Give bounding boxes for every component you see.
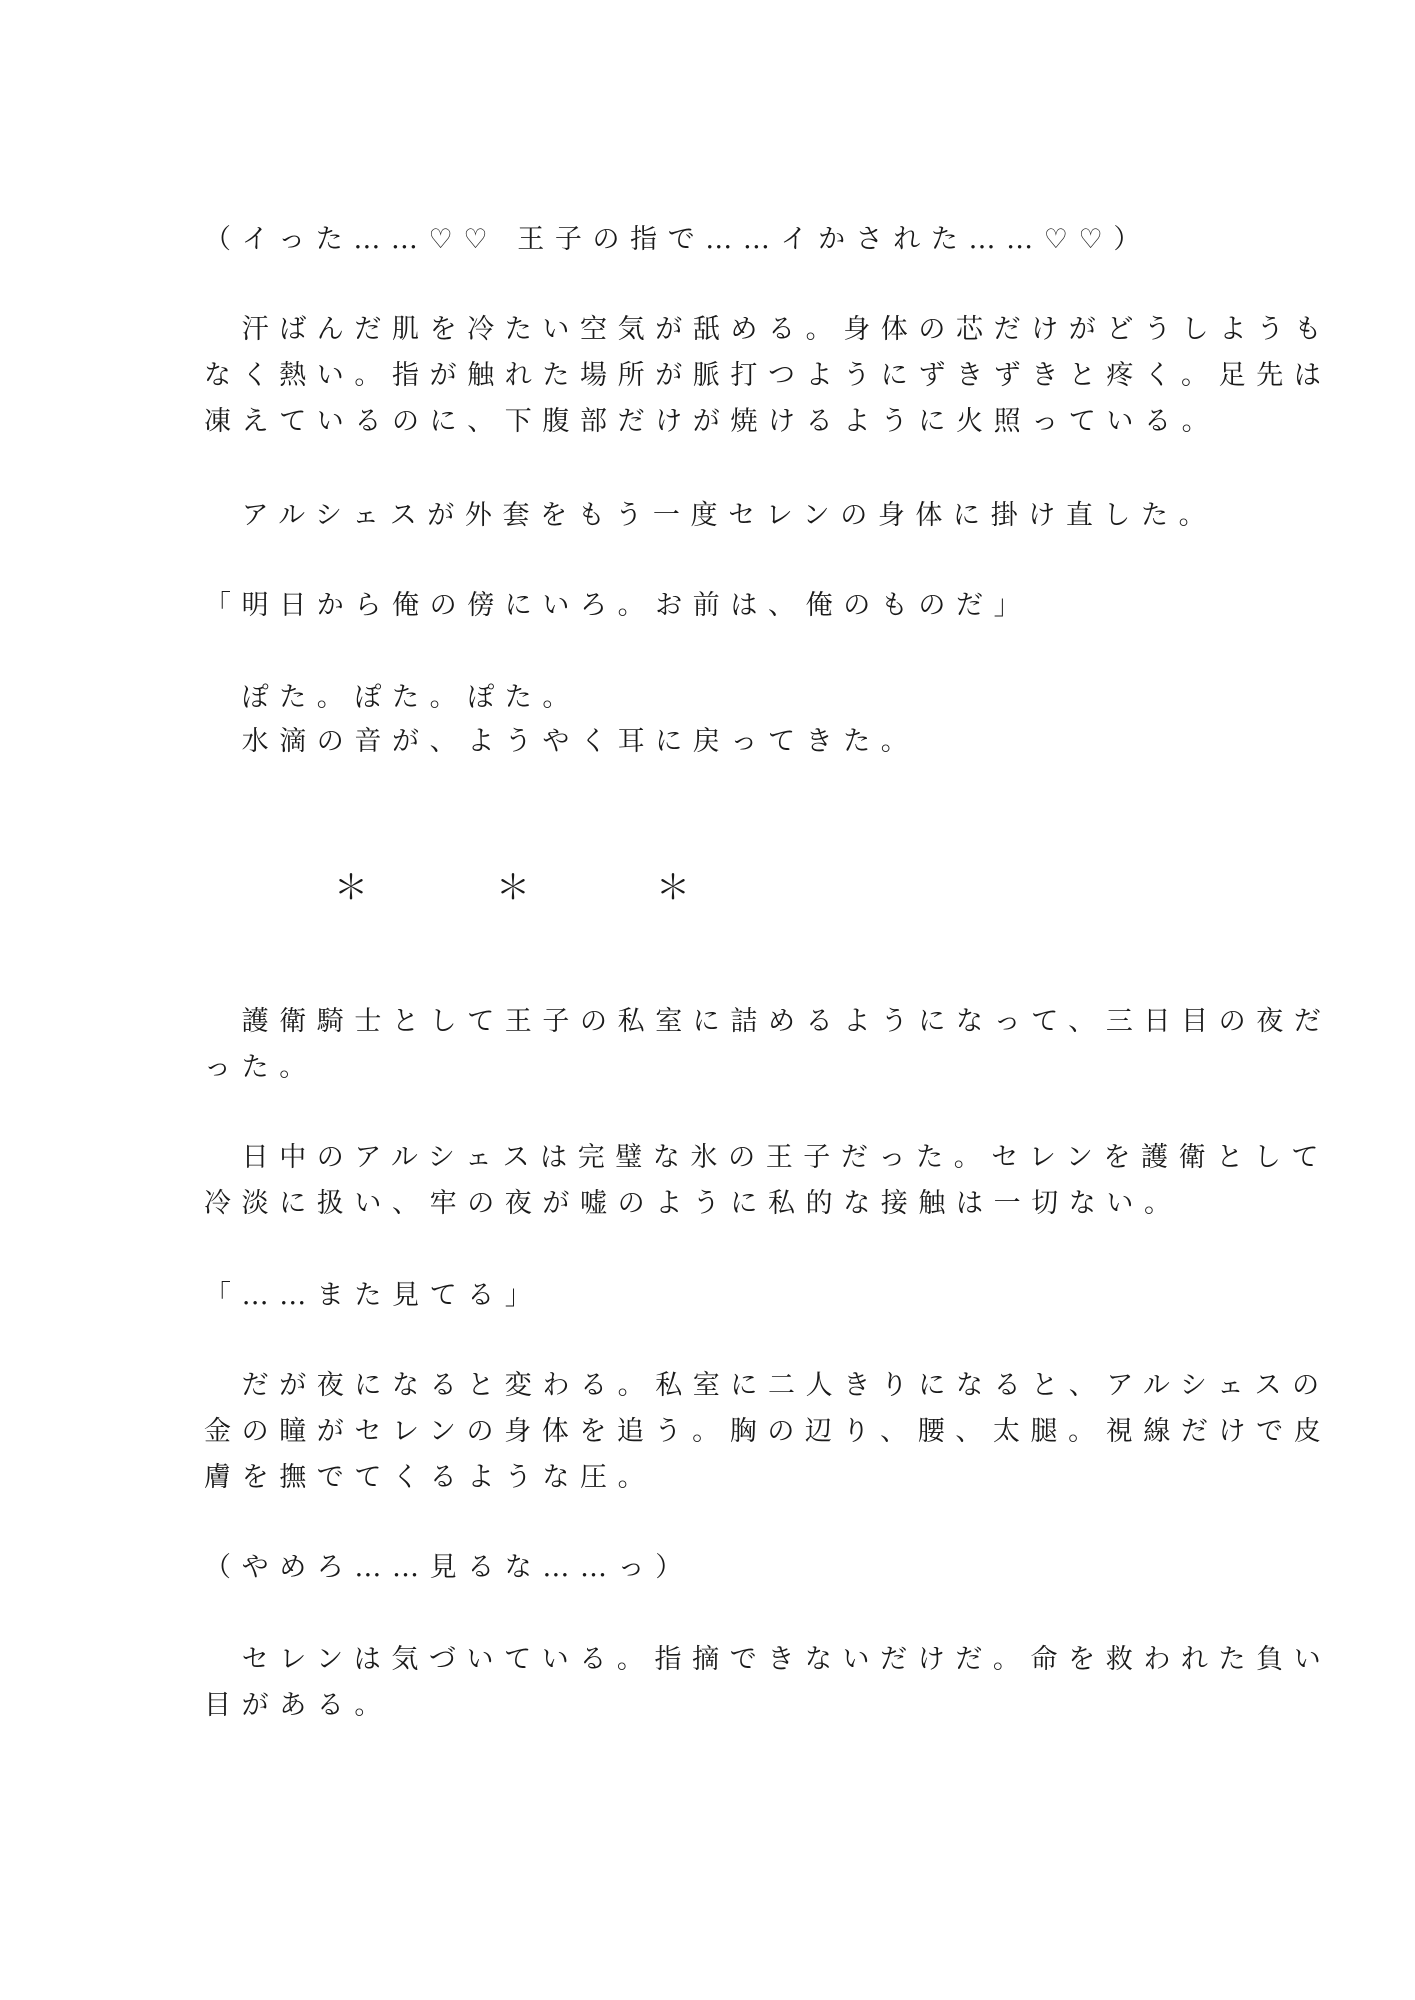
text-line: 目がある。 [204,1690,392,1721]
text-line: （イった……♡♡ 王子の指で……イかされた……♡♡） [204,224,1151,255]
text-line: 汗ばんだ肌を冷たい空気が舐める。身体の芯だけがどうしようも [204,314,1332,345]
text-line: 日中のアルシェスは完璧な氷の王子だった。セレンを護衛として [204,1142,1330,1173]
divider-asterisk: ＊ [334,868,368,908]
text-line: った。 [204,1052,317,1083]
divider-asterisk: ＊ [496,868,530,908]
text-line: ぽた。ぽた。ぽた。 [204,682,580,713]
text-line: （やめろ……見るな……っ） [204,1552,693,1583]
text-line: なく熱い。指が触れた場所が脈打つようにずきずきと疼く。足先は [204,360,1332,391]
text-line: 金の瞳がセレンの身体を追う。胸の辺り、腰、太腿。視線だけで皮 [204,1416,1332,1447]
divider-asterisk: ＊ [656,868,690,908]
text-line: だが夜になると変わる。私室に二人きりになると、アルシェスの [204,1370,1330,1401]
section-divider [0,858,1415,918]
text-line: アルシェスが外套をもう一度セレンの身体に掛け直した。 [204,500,1217,531]
text-line: 「明日から俺の傍にいろ。お前は、俺のものだ」 [204,590,1032,621]
text-line: 膚を撫でてくるような圧。 [204,1462,656,1493]
text-line: 冷淡に扱い、牢の夜が嘘のように私的な接触は一切ない。 [204,1188,1182,1219]
text-line: セレンは気づいている。指摘できないだけだ。命を救われた負い [204,1644,1332,1675]
text-line: 凍えているのに、下腹部だけが焼けるように火照っている。 [204,406,1220,437]
text-line: 護衛騎士として王子の私室に詰めるようになって、三日目の夜だ [204,1006,1332,1037]
text-line: 水滴の音が、ようやく耳に戻ってきた。 [204,726,919,757]
text-line: 「……また見てる」 [204,1280,543,1311]
